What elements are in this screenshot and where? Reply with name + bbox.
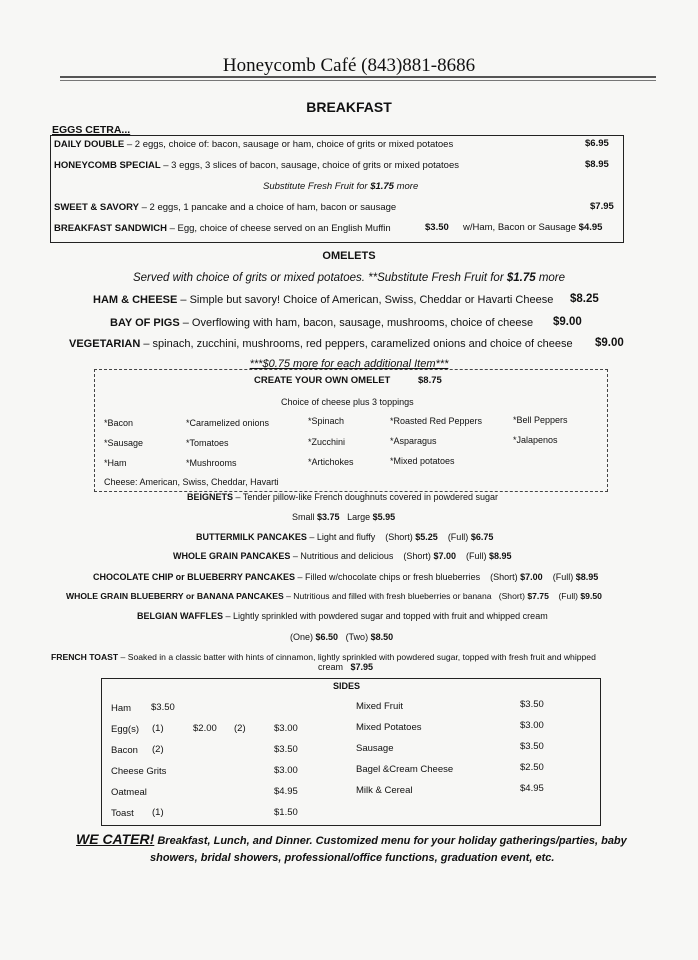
topping: *Bacon: [104, 418, 134, 428]
vegetarian-price: $9.00: [595, 337, 624, 349]
side-price: $2.00: [193, 723, 217, 734]
breakfast-sandwich-row: BREAKFAST SANDWICH – Egg, choice of cheese served on an English Muffin: [54, 223, 391, 234]
honeycomb-special-price: $8.95: [585, 159, 609, 170]
waffles-prices: (One) $6.50 (Two) $8.50: [290, 632, 394, 642]
side-label: Mixed Potatoes: [356, 722, 422, 733]
side-label: Toast: [111, 808, 134, 819]
side-label: Sausage: [356, 743, 394, 754]
side-qty: (2): [234, 723, 246, 734]
omelets-served-note: Served with choice of grits or mixed potatoes. **Substitute Fresh Fruit for $1.75 more: [132, 272, 566, 284]
side-price: $2.50: [520, 762, 544, 773]
sides-heading: SIDES: [333, 681, 361, 691]
side-price: $4.95: [274, 786, 298, 797]
side-label: Bacon: [111, 745, 138, 756]
side-price: $4.95: [520, 783, 544, 794]
omelets-heading: OMELETS: [322, 250, 376, 262]
side-label: Cheese Grits: [111, 766, 167, 777]
side-price: $3.50: [520, 741, 544, 752]
header-rule: [60, 76, 656, 78]
sweet-savory-price: $7.95: [590, 201, 614, 212]
side-price: $3.00: [274, 723, 298, 734]
bay-of-pigs-row: BAY OF PIGS – Overflowing with ham, bacon, sausage, mushrooms, choice of cheese: [110, 317, 534, 329]
choc-chip-row: CHOCOLATE CHIP or BLUEBERRY PANCAKES – Filled w/chocolate chips or fresh blueberries (Short) $7.00 (Full) $8.95: [93, 572, 599, 582]
side-label: Bagel &Cream Cheese: [356, 764, 454, 775]
side-price: $3.50: [520, 699, 544, 710]
bay-of-pigs-price: $9.00: [553, 316, 582, 328]
side-label: Egg(s): [111, 724, 139, 735]
topping: *Roasted Red Peppers: [390, 416, 483, 426]
topping: *Mushrooms: [186, 458, 237, 468]
eggs-cetra-heading: EGGS CETRA...: [52, 124, 131, 136]
daily-double-row: DAILY DOUBLE – 2 eggs, choice of: bacon, sausage or ham, choice of grits or mixed potatoes: [54, 139, 454, 150]
waffles-row: BELGIAN WAFFLES – Lightly sprinkled with powdered sugar and topped with fruit and whipped cream: [137, 611, 548, 621]
side-label: Mixed Fruit: [356, 701, 403, 712]
vegetarian-row: VEGETARIAN – spinach, zucchini, mushrooms, red peppers, caramelized onions and choice of cheese: [69, 338, 573, 350]
ham-cheese-row: HAM & CHEESE – Simple but savory! Choice of American, Swiss, Cheddar or Havarti Cheese: [93, 294, 554, 306]
topping: *Artichokes: [308, 457, 354, 467]
create-omelet-subtitle: Choice of cheese plus 3 toppings: [281, 397, 414, 407]
whole-grain-row: WHOLE GRAIN PANCAKES – Nutritious and delicious (Short) $7.00 (Full) $8.95: [173, 551, 512, 561]
sweet-savory-row: SWEET & SAVORY – 2 eggs, 1 pancake and a choice of ham, bacon or sausage: [54, 202, 397, 213]
create-omelet-price: $8.75: [418, 375, 442, 386]
substitute-fruit-note: Substitute Fresh Fruit for $1.75 more: [263, 181, 419, 192]
topping: *Sausage: [104, 438, 144, 448]
breakfast-heading: BREAKFAST: [306, 99, 392, 115]
honeycomb-special-row: HONEYCOMB SPECIAL – 3 eggs, 3 slices of bacon, sausage, choice of grits or mixed potatoes: [54, 160, 459, 171]
topping: *Mixed potatoes: [390, 456, 455, 466]
breakfast-sandwich-option: w/Ham, Bacon or Sausage $4.95: [463, 222, 603, 233]
create-omelet-box: [94, 369, 608, 492]
ham-cheese-price: $8.25: [570, 293, 599, 305]
cheese-options: Cheese: American, Swiss, Cheddar, Havarti: [104, 477, 279, 487]
additional-item-note: ***$0.75 more for each additional Item***: [249, 358, 449, 370]
topping: *Caramelized onions: [186, 418, 270, 428]
beignets-prices: Small $3.75 Large $5.95: [292, 512, 396, 522]
beignets-row: BEIGNETS – Tender pillow-like French doughnuts covered in powdered sugar: [187, 492, 499, 502]
breakfast-sandwich-price: $3.50: [425, 222, 449, 233]
side-price: $3.00: [520, 720, 544, 731]
french-toast-cont: cream $7.95: [318, 662, 374, 672]
topping: *Bell Peppers: [513, 415, 568, 425]
side-qty: (1): [152, 723, 164, 734]
side-label: Oatmeal: [111, 787, 147, 798]
catering-line-1: WE CATER! Breakfast, Lunch, and Dinner. Customized menu for your holiday gatherings/parties, baby: [76, 831, 627, 847]
side-qty: (2): [152, 744, 164, 755]
daily-double-price: $6.95: [585, 138, 609, 149]
buttermilk-row: BUTTERMILK PANCAKES – Light and fluffy (Short) $5.25 (Full) $6.75: [196, 532, 494, 542]
side-price: $1.50: [274, 807, 298, 818]
side-price: $3.00: [274, 765, 298, 776]
side-qty: (1): [152, 807, 164, 818]
side-label: Ham: [111, 703, 132, 714]
catering-line-2: showers, bridal showers, professional/office functions, graduation event, etc.: [150, 852, 555, 864]
create-omelet-title: CREATE YOUR OWN OMELET: [254, 375, 391, 386]
topping: *Zucchini: [308, 437, 346, 447]
topping: *Ham: [104, 458, 127, 468]
wg-blueberry-row: WHOLE GRAIN BLUEBERRY or BANANA PANCAKES – Nutritious and filled with fresh blueberries or banana (Short) $7.75 (Full) $9.50: [66, 591, 602, 601]
topping: *Jalapenos: [513, 435, 558, 445]
topping: *Asparagus: [390, 436, 437, 446]
french-toast-row: FRENCH TOAST – Soaked in a classic batter with hints of cinnamon, lightly sprinkled with powdered sugar, topped with fresh fruit and whipped: [51, 652, 596, 662]
header-rule-thin: [60, 80, 656, 81]
topping: *Spinach: [308, 416, 345, 426]
topping: *Tomatoes: [186, 438, 229, 448]
cafe-title: Honeycomb Café (843)881-8686: [222, 55, 476, 76]
side-price: $3.50: [151, 702, 175, 713]
side-price: $3.50: [274, 744, 298, 755]
side-label: Milk & Cereal: [356, 785, 413, 796]
